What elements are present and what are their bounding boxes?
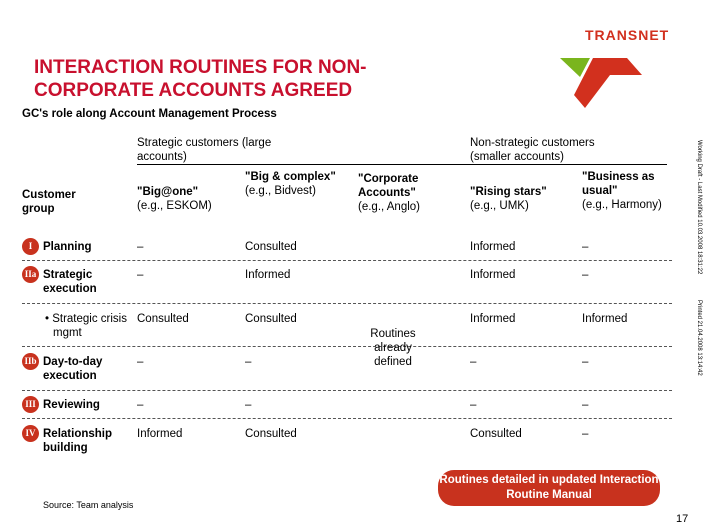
column-name: "Big@one" <box>137 186 199 198</box>
column-example: (e.g., ESKOM) <box>137 200 212 212</box>
routines-defined-text: Routines already defined <box>370 328 416 368</box>
column-example: (e.g., Anglo) <box>358 201 421 213</box>
printed-stamp: Printed 21.04.2008 13:14:42 <box>696 300 702 376</box>
column-header <box>137 185 237 213</box>
table-cell: Informed <box>137 428 183 440</box>
row-label: • Strategic crisis mgmt <box>45 313 127 339</box>
step-badge: IIa <box>22 266 39 283</box>
step-badge: I <box>22 238 39 255</box>
row-divider <box>22 418 672 419</box>
column-name: "Corporate Accounts" <box>358 173 419 199</box>
column-example: (e.g., Harmony) <box>582 199 662 211</box>
table-cell: Consulted <box>137 313 189 325</box>
row-divider <box>22 346 672 347</box>
column-name: "Rising stars" <box>470 186 547 198</box>
table-cell: – <box>245 356 252 368</box>
table-cell: Informed <box>470 269 516 281</box>
row-divider <box>22 303 672 304</box>
table-cell: – <box>137 241 144 253</box>
svg-text:TRANSNET: TRANSNET <box>585 27 670 43</box>
table-cell: – <box>582 269 589 281</box>
row-divider <box>22 260 672 261</box>
strategic-group-header: Strategic customers (large accounts) <box>137 137 272 163</box>
page-number: 17 <box>676 513 689 525</box>
transnet-logo <box>560 25 680 110</box>
header-divider <box>137 164 667 165</box>
column-example: (e.g., UMK) <box>470 200 529 212</box>
routine-manual-note: Routines detailed in updated Interaction Routine Manual <box>438 470 660 506</box>
table-cell: – <box>137 269 144 281</box>
row-label: Strategic execution <box>43 269 97 295</box>
source-text: Source: Team analysis <box>43 500 134 510</box>
column-header <box>470 185 570 213</box>
step-badge: IV <box>22 425 39 442</box>
table-cell: – <box>470 399 477 411</box>
step-badge: III <box>22 396 39 413</box>
table-cell: – <box>582 241 589 253</box>
table-cell: Informed <box>470 313 516 325</box>
nonstrategic-group-header: Non-strategic customers (smaller accounts) <box>470 137 595 163</box>
table-cell: Consulted <box>470 428 522 440</box>
table-cell: Consulted <box>245 313 297 325</box>
table-cell: – <box>245 399 252 411</box>
row-label: Day-to-day execution <box>43 356 103 382</box>
column-header <box>358 172 458 214</box>
table-cell: – <box>582 428 589 440</box>
table-cell: Informed <box>470 241 516 253</box>
table-cell: – <box>582 399 589 411</box>
row-divider <box>22 390 672 391</box>
column-header <box>245 170 345 198</box>
row-label: Planning <box>43 241 92 253</box>
table-cell: Informed <box>582 313 628 325</box>
column-example: (e.g., Bidvest) <box>245 185 316 197</box>
column-header <box>582 170 682 212</box>
customer-group-label: Customer group <box>22 189 76 215</box>
table-cell: Informed <box>245 269 291 281</box>
row-label: Reviewing <box>43 399 100 411</box>
table-cell: – <box>137 399 144 411</box>
table-cell: – <box>582 356 589 368</box>
column-name: "Big & complex" <box>245 171 336 183</box>
table-cell: – <box>137 356 144 368</box>
page-title: INTERACTION ROUTINES FOR NON-CORPORATE ACCOUNTS AGREED <box>34 57 367 101</box>
column-name: "Business as usual" <box>582 171 655 197</box>
subtitle: GC's role along Account Management Process <box>22 108 277 120</box>
draft-stamp: Working Draft - Last Modified 10.03.2008 18:31:22 <box>696 140 702 275</box>
row-label: Relationship building <box>43 428 113 454</box>
table-cell: – <box>470 356 477 368</box>
step-badge: IIb <box>22 353 39 370</box>
table-cell: Consulted <box>245 428 297 440</box>
table-cell: Consulted <box>245 241 297 253</box>
